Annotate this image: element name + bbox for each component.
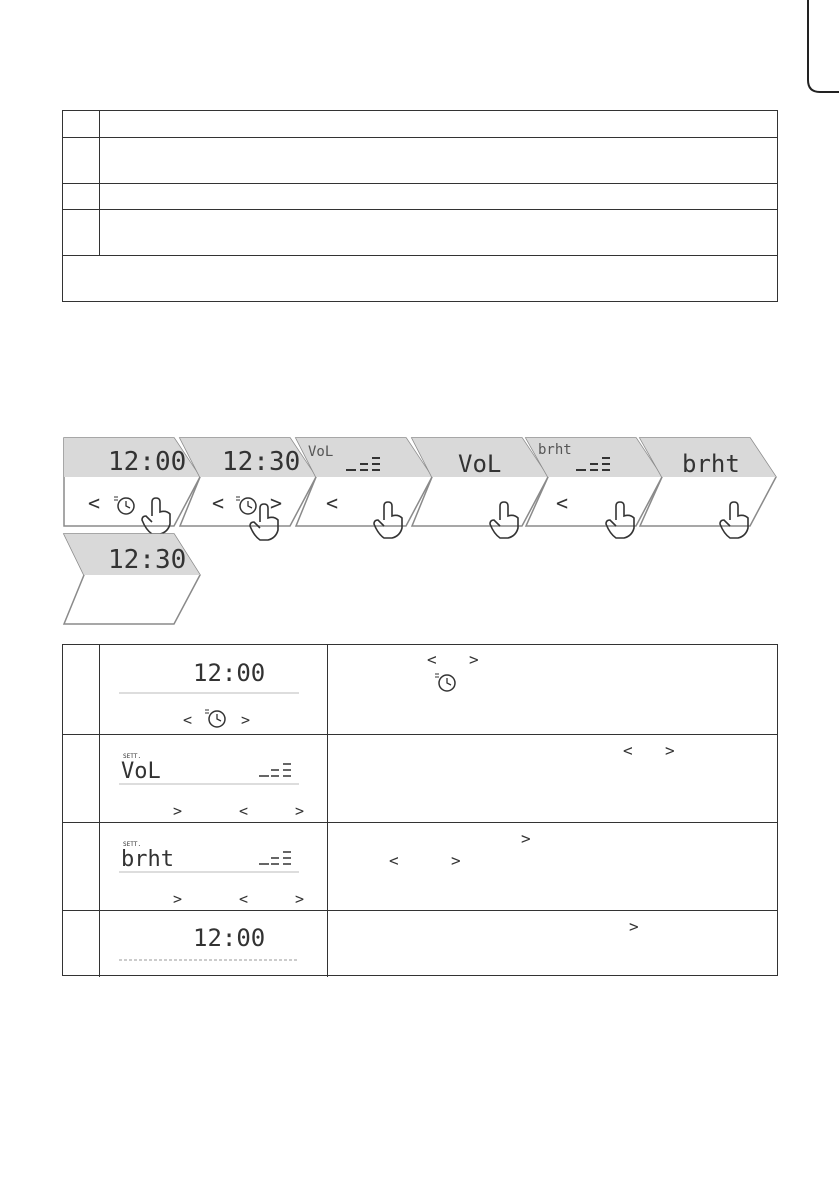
chevron-left-icon: <: [623, 741, 633, 760]
chevron-left-icon: <: [326, 491, 339, 515]
chevron-left-icon: <: [556, 491, 569, 515]
chevron-right-icon: >: [665, 741, 675, 760]
chevron-left-icon: <: [212, 491, 225, 515]
table-row: [63, 910, 777, 977]
chevron-right-icon: >: [270, 491, 283, 515]
row-4-display: 12:00: [193, 924, 266, 952]
chevron-right-icon: >: [241, 711, 251, 729]
step-1: [64, 438, 200, 534]
chevron-right-icon: >: [469, 650, 479, 669]
chevron-right-icon: >: [629, 917, 639, 936]
chevron-right-icon: >: [173, 890, 183, 908]
step-7: [64, 534, 200, 624]
row-3-display: brht: [121, 847, 174, 872]
chevron-right-icon: >: [295, 802, 305, 820]
step-3-display: VoL: [308, 444, 334, 460]
clock-icon: [435, 674, 455, 691]
row-1-display: 12:00: [193, 659, 266, 687]
chevron-left-icon: <: [427, 650, 437, 669]
step-7-display: 12:30: [108, 545, 187, 575]
row-3-tag: SETT.: [123, 841, 142, 848]
table-row: [63, 645, 777, 735]
chevron-right-icon: >: [451, 851, 461, 870]
chevron-right-icon: >: [295, 890, 305, 908]
chevron-left-icon: <: [183, 711, 193, 729]
table-row: [63, 822, 777, 911]
step-6-display: brht: [682, 450, 740, 478]
table-row: [63, 137, 777, 184]
table-row: [63, 734, 777, 823]
step-flow: [0, 430, 839, 630]
step-2: [180, 438, 316, 540]
table-row: [63, 183, 777, 210]
chevron-left-icon: <: [239, 890, 249, 908]
step-3: [296, 438, 432, 538]
step-5-display: brht: [538, 442, 572, 458]
top-table: [62, 110, 778, 302]
table-row: [63, 209, 777, 256]
step-2-display: 12:30: [222, 447, 301, 477]
step-6: [640, 438, 776, 538]
chevron-left-icon: <: [88, 491, 101, 515]
step-4-display: VoL: [458, 450, 502, 478]
table-row: [63, 255, 777, 303]
chevron-left-icon: <: [239, 802, 249, 820]
table-row: [63, 111, 777, 138]
row-2-display: VoL: [121, 759, 161, 784]
clock-icon: [205, 710, 225, 727]
chevron-left-icon: <: [389, 851, 399, 870]
chevron-right-icon: >: [173, 802, 183, 820]
chevron-right-icon: >: [521, 829, 531, 848]
step-1-display: 12:00: [108, 447, 187, 477]
settings-table: [62, 644, 778, 976]
row-2-tag: SETT.: [123, 753, 142, 760]
